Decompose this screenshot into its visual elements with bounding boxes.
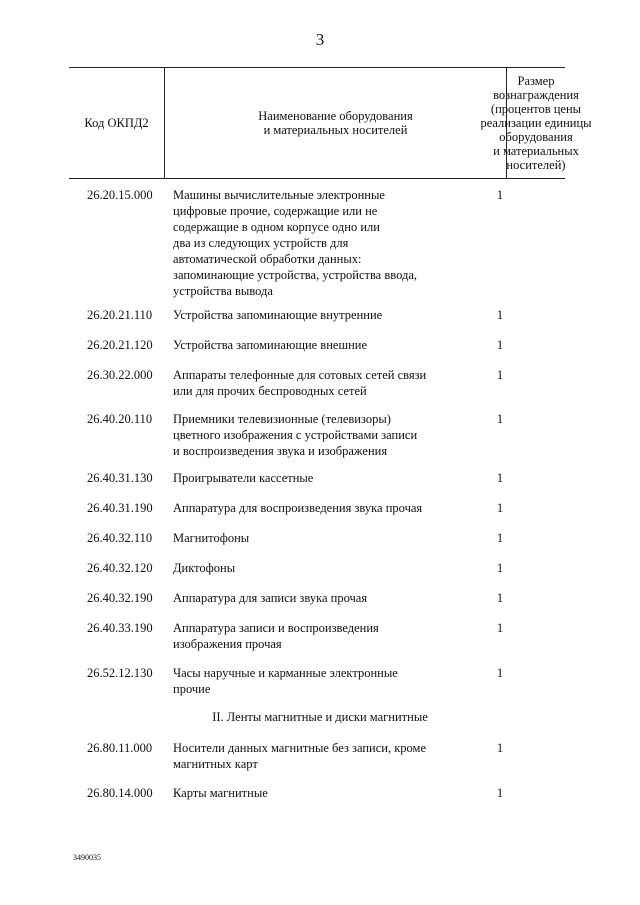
row-value: 1: [496, 412, 504, 426]
row-name: Аппараты телефонные для сотовых сетей связи или для прочих беспроводных сетей: [173, 368, 427, 398]
row-name: Аппаратура для воспроизведения звука прочая: [173, 501, 423, 515]
row-value: 1: [496, 471, 504, 485]
row-code: 26.30.22.000: [87, 368, 153, 382]
header-code-column: [69, 68, 164, 178]
row-value: 1: [496, 741, 504, 755]
row-code: 26.80.14.000: [87, 786, 153, 800]
row-code: 26.20.15.000: [87, 188, 153, 202]
row-code: 26.40.33.190: [87, 621, 153, 635]
row-code: 26.80.11.000: [87, 741, 153, 755]
row-value: 1: [496, 591, 504, 605]
row-value: 1: [496, 666, 504, 680]
header-size-label: Размер вознаграждения (процентов цены реализации единицы оборудования и материальных носителей): [480, 74, 592, 172]
row-code: 26.20.21.120: [87, 338, 153, 352]
row-code: 26.52.12.130: [87, 666, 153, 680]
page-number: 3: [315, 30, 325, 49]
row-value: 1: [496, 501, 504, 515]
row-name: Аппаратура записи и воспроизведения изображения прочая: [173, 621, 379, 651]
section-title: II. Ленты магнитные и диски магнитные: [212, 710, 428, 724]
table-header: [69, 67, 592, 179]
header-size-column: [480, 68, 592, 178]
row-name: Аппаратура для записи звука прочая: [173, 591, 368, 605]
row-code: 26.40.32.110: [87, 531, 153, 545]
row-value: 1: [496, 188, 504, 202]
row-name: Часы наручные и карманные электронные прочие: [173, 666, 398, 696]
row-code: 26.40.32.190: [87, 591, 153, 605]
row-code: 26.20.21.110: [87, 308, 153, 322]
row-value: 1: [496, 368, 504, 382]
row-code: 26.40.31.130: [87, 471, 153, 485]
row-value: 1: [496, 561, 504, 575]
document-code: 3490035: [73, 853, 101, 862]
row-name: Магнитофоны: [173, 531, 250, 545]
row-code: 26.40.32.120: [87, 561, 153, 575]
row-code: 26.40.31.190: [87, 501, 153, 515]
header-name-label: Наименование оборудования и материальных носителей: [258, 109, 413, 137]
row-name: Устройства запоминающие внутренние: [173, 308, 383, 322]
row-code: 26.40.20.110: [87, 412, 153, 426]
row-value: 1: [496, 621, 504, 635]
header-code-label: Код ОКПД2: [84, 116, 149, 130]
row-name: Диктофоны: [173, 561, 236, 575]
row-name: Карты магнитные: [173, 786, 268, 800]
header-name-column: [165, 68, 506, 178]
row-name: Устройства запоминающие внешние: [173, 338, 368, 352]
row-value: 1: [496, 531, 504, 545]
row-value: 1: [496, 308, 504, 322]
row-name: Приемники телевизионные (телевизоры) цветного изображения с устройствами записи и воспроизведения звука и изображения: [173, 412, 418, 458]
row-name: Носители данных магнитные без записи, кроме магнитных карт: [173, 741, 426, 771]
row-name: Машины вычислительные электронные цифровые прочие, содержащие или не содержащие в одном корпусе одно или два из следующих устройств для автоматической обработки данных: запоминающие устройства, устройства ввода, устройства вывода: [173, 188, 418, 298]
row-name: Проигрыватели кассетные: [173, 471, 314, 485]
row-value: 1: [496, 338, 504, 352]
row-value: 1: [496, 786, 504, 800]
